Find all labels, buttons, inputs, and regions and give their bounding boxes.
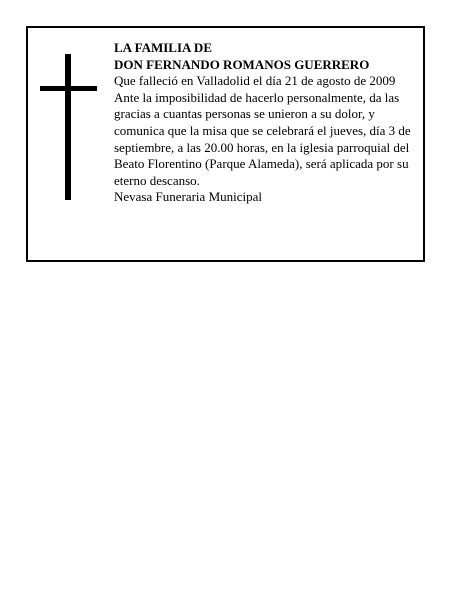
heading-deceased-name: DON FERNANDO ROMANOS GUERRERO: [114, 56, 370, 72]
heading-family: LA FAMILIA DE: [114, 40, 212, 55]
cross-horizontal-bar: [40, 86, 97, 91]
cross-vertical-bar: [65, 54, 71, 200]
death-statement: Que falleció en Valladolid el día 21 de agosto de 2009: [114, 73, 396, 89]
funeral-home-signature: Nevasa Funeraria Municipal: [114, 189, 263, 205]
obituary-notice: [26, 26, 425, 262]
notice-text: [114, 40, 424, 206]
thanks-and-mass-message: Ante la imposibilidad de hacerlo personalmente, da las gracias a cuantas personas se unieron a su dolor, y comunica que la misa que se celebrará el jueves, día 3 de septiembre, a las 20.00 horas, en la iglesia parroquial del Beato Florentino (Parque Alameda), será aplicada por su eterno descanso.: [114, 89, 411, 188]
latin-cross-icon: [40, 54, 97, 200]
